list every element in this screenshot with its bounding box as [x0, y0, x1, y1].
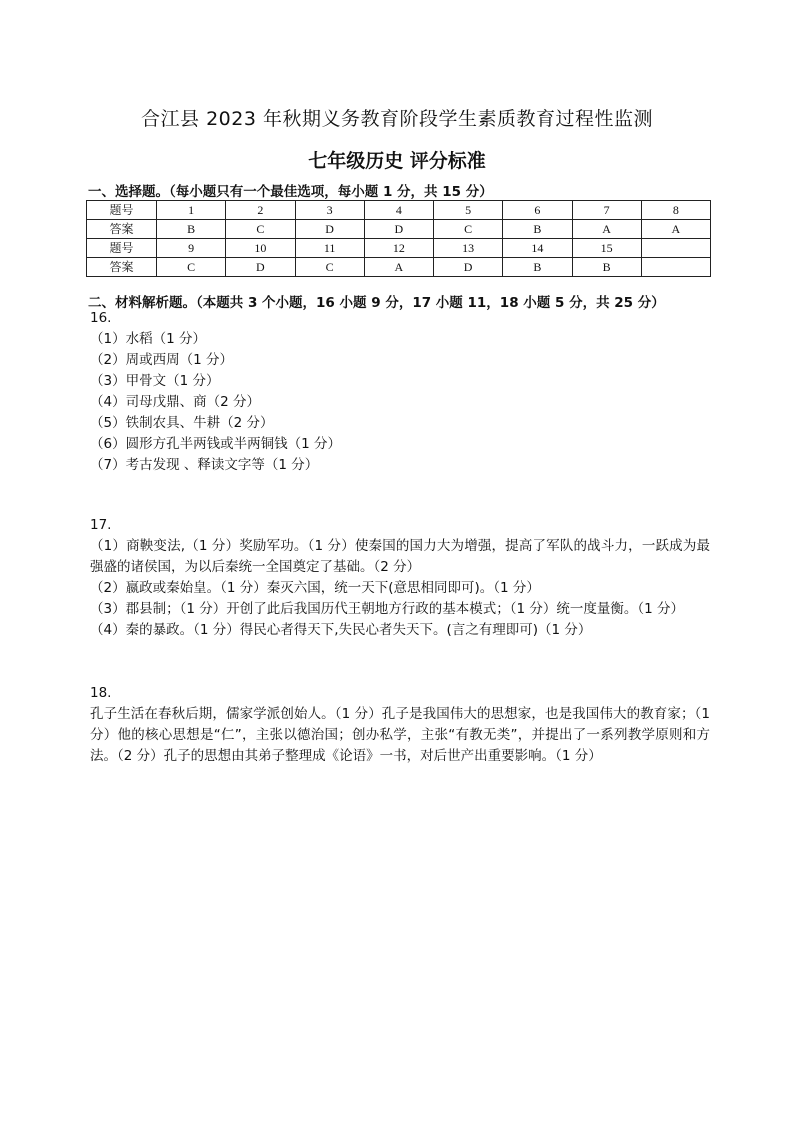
- table-cell: 12: [364, 239, 433, 258]
- table-cell: [641, 258, 710, 277]
- answer-line: （3）甲骨文（1 分）: [90, 373, 220, 389]
- answer-line: （5）铁制农具、牛耕（2 分）: [90, 415, 274, 431]
- table-cell: C: [434, 220, 503, 239]
- table-cell: B: [572, 258, 641, 277]
- section2-heading: 二、材料解析题。（本题共 3 个小题，16 小题 9 分，17 小题 11，18 小题 5 分，共 25 分）: [88, 295, 665, 311]
- answer-paragraph: （4）秦的暴政。（1 分）得民心者得天下,失民心者失天下。(言之有理即可)（1 分）: [90, 622, 592, 638]
- page-title: 合江县 2023 年秋期义务教育阶段学生素质教育过程性监测: [141, 108, 653, 130]
- table-cell: 题号: [87, 201, 157, 220]
- answer-paragraph: 孔子生活在春秋后期，儒家学派创始人。（1 分）孔子是我国伟大的思想家，也是我国伟大的教育家；（1 分）他的核心思想是“仁”，主张以德治国；创办私学，主张“有教无类”，并提出了一系列教学原则和方法。（2 分）孔子的思想由其弟子整理成《论语》一书，对后世产出重要影响。（1 分）: [90, 706, 710, 764]
- table-row: [87, 220, 711, 239]
- table-cell: 7: [572, 201, 641, 220]
- table-cell: B: [503, 258, 572, 277]
- answer-line: （4）司母戊鼎、商（2 分）: [90, 394, 260, 410]
- table-cell: D: [434, 258, 503, 277]
- answer-paragraph: （1）商鞅变法,（1 分）奖励军功。（1 分）使秦国的国力大为增强，提高了军队的战斗力，一跃成为最强盛的诸侯国，为以后秦统一全国奠定了基础。（2 分）: [90, 538, 710, 575]
- table-cell: B: [157, 220, 226, 239]
- table-row: [87, 239, 711, 258]
- section1-heading: 一、选择题。（每小题只有一个最佳选项，每小题 1 分，共 15 分）: [88, 184, 493, 200]
- question-number: 18.: [90, 685, 112, 701]
- page-subtitle: 七年级历史 评分标准: [308, 150, 486, 172]
- question-17: [90, 515, 710, 641]
- answer-paragraph: （3）郡县制；（1 分）开创了此后我国历代王朝地方行政的基本模式；（1 分）统一度量衡。（1 分）: [90, 601, 684, 617]
- table-cell: D: [226, 258, 295, 277]
- answer-table: [86, 200, 711, 277]
- table-cell: 答案: [87, 258, 157, 277]
- answer-line: （1）水稻（1 分）: [90, 331, 206, 347]
- answer-line: （2）周或西周（1 分）: [90, 352, 233, 368]
- table-cell: D: [295, 220, 364, 239]
- table-cell: 14: [503, 239, 572, 258]
- table-cell: 2: [226, 201, 295, 220]
- table-cell: A: [364, 258, 433, 277]
- table-cell: C: [157, 258, 226, 277]
- table-cell: 答案: [87, 220, 157, 239]
- table-cell: C: [226, 220, 295, 239]
- table-cell: A: [641, 220, 710, 239]
- table-cell: [641, 239, 710, 258]
- table-cell: 6: [503, 201, 572, 220]
- table-cell: D: [364, 220, 433, 239]
- table-cell: A: [572, 220, 641, 239]
- question-number: 16.: [90, 310, 112, 326]
- table-cell: B: [503, 220, 572, 239]
- answer-paragraph: （2）嬴政或秦始皇。（1 分）秦灭六国，统一天下(意思相同即可)。（1 分）: [90, 580, 540, 596]
- answer-line: （6）圆形方孔半两钱或半两铜钱（1 分）: [90, 436, 341, 452]
- table-cell: 11: [295, 239, 364, 258]
- question-18: [90, 683, 710, 767]
- answer-line: （7）考古发现 、释读文字等（1 分）: [90, 457, 319, 473]
- table-cell: 15: [572, 239, 641, 258]
- question-number: 17.: [90, 517, 112, 533]
- table-cell: 1: [157, 201, 226, 220]
- question-16: [90, 308, 710, 476]
- table-cell: 题号: [87, 239, 157, 258]
- table-row: [87, 201, 711, 220]
- table-cell: 13: [434, 239, 503, 258]
- table-cell: 9: [157, 239, 226, 258]
- table-cell: 10: [226, 239, 295, 258]
- table-cell: 5: [434, 201, 503, 220]
- table-cell: 8: [641, 201, 710, 220]
- table-cell: C: [295, 258, 364, 277]
- table-cell: 3: [295, 201, 364, 220]
- table-cell: 4: [364, 201, 433, 220]
- table-row: [87, 258, 711, 277]
